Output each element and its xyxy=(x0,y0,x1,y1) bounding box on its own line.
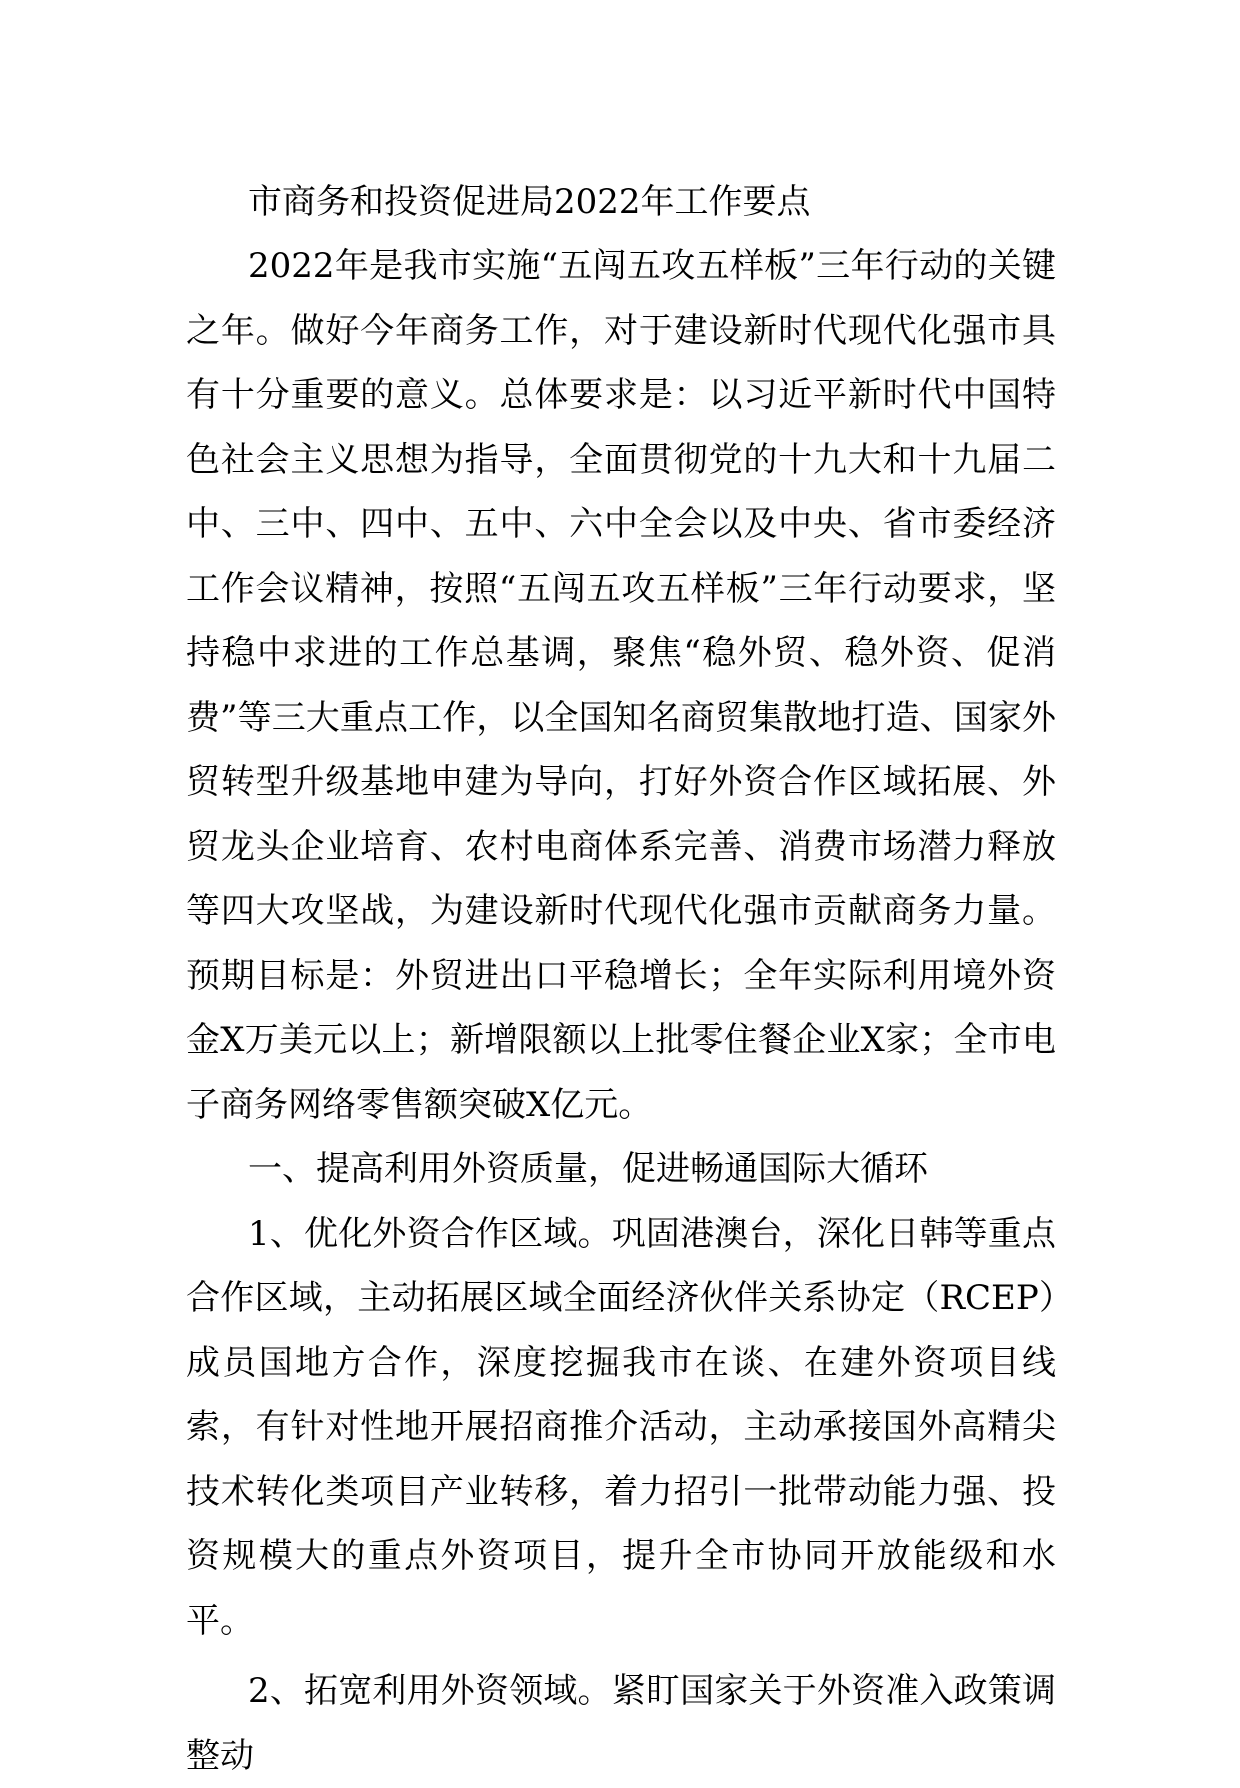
section-heading-1: 一、提高利用外资质量，促进畅通国际大循环 xyxy=(248,1149,928,1189)
intro-paragraph: 2022年是我市实施“五闯五攻五样板”三年行动的关键之年。做好今年商务工作，对于建设新时代现代化强市具有十分重要的意义。总体要求是：以习近平新时代中国特色社会主义思想为指导，全面贯彻党的十九大和十九届二中、三中、四中、五中、六中全会以及中央、省市委经济工作会议精神，按照“五闯五攻五样板”三年行动要求，坚持稳中求进的工作总基调，聚焦“稳外贸、稳外资、促消费”等三大重点工作，以全国知名商贸集散地打造、国家外贸转型升级基地申建为导向，打好外资合作区域拓展、外贸龙头企业培育、农村电商体系完善、消费市场潜力释放等四大攻坚战，为建设新时代现代化强市贡献商务力量。预期目标是：外贸进出口平稳增长；全年实际利用境外资金X万美元以上；新增限额以上批零住餐企业X家；全市电子商务网络零售额突破X亿元。 xyxy=(186,246,1056,1125)
document-title: 市商务和投资促进局2022年工作要点 xyxy=(248,182,811,222)
item-paragraph-1: 1、优化外资合作区域。巩固港澳台，深化日韩等重点合作区域，主动拓展区域全面经济伙伴关系协定（RCEP）成员国地方合作，深度挖掘我市在谈、在建外资项目线索，有针对性地开展招商推介活动，主动承接国外高精尖技术转化类项目产业转移，着力招引一批带动能力强、投资规模大的重点外资项目，提升全市协同开放能级和水平。 xyxy=(186,1213,1056,1641)
document-page xyxy=(186,170,1056,1788)
item-paragraph-2: 2、拓宽利用外资领域。紧盯国家关于外资准入政策调整动 xyxy=(186,1671,1056,1776)
